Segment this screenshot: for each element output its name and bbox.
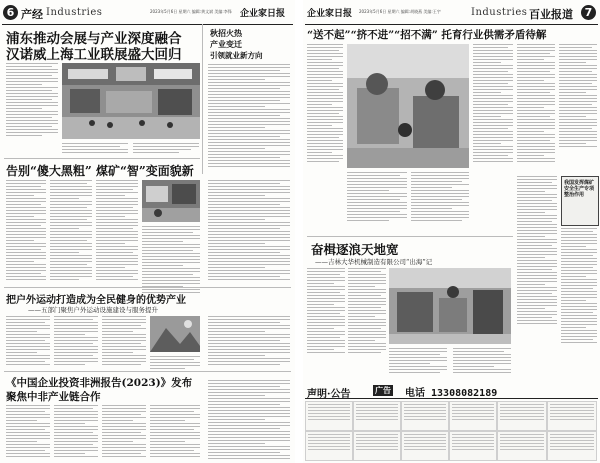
header-rule-right: [305, 24, 598, 25]
lead-right-col-5: [347, 172, 407, 223]
feature-col-3: [389, 348, 447, 375]
ad-notice: [401, 431, 449, 461]
story-3-subhead: ——五部门聚焦户外运动设施建设与服务提升: [28, 306, 158, 314]
sidebar-line-1: 秋招火热: [210, 28, 242, 38]
mine-photo: [142, 180, 200, 222]
lead-right-col-3: [517, 44, 555, 164]
section-rule-3: [4, 371, 291, 372]
story-3-col-4: [150, 356, 200, 371]
page-number-right: 7: [581, 5, 596, 20]
boxed-story-headline: 我国发挥煤矿安全生产专项整治作用: [564, 180, 595, 198]
dateline-right: 2023年5月6日 星期六 编辑:胡晓燕 美编:王宇: [359, 9, 441, 14]
expo-photo: [62, 63, 200, 139]
daycare-photo: [347, 44, 469, 168]
page-7: [303, 0, 600, 463]
story-3-col-2: [54, 316, 98, 367]
header-rule: [2, 24, 293, 25]
lead-body-col-2: [62, 143, 128, 155]
lead-right-col-2: [473, 44, 513, 164]
ad-notice: [547, 401, 597, 431]
feature-subhead: ——吉林大华机械制造有限公司“出海”记: [315, 258, 433, 266]
ad-notice: [497, 431, 547, 461]
lead-headline-right: “送不起”“挤不进”“招不满” 托育行业供需矛盾待解: [307, 29, 547, 41]
masthead: 企业家日报: [240, 9, 286, 19]
sidebar-line-3: 引领就业新方向: [210, 51, 263, 60]
section-rule-right: [307, 236, 513, 237]
ads-label: 广告: [375, 386, 391, 395]
lead-right-col-8: [561, 228, 597, 345]
story-2-col-3: [96, 180, 138, 282]
story-2-col-2: [50, 180, 92, 282]
ad-notice: [353, 401, 401, 431]
feature-col-2: [348, 268, 386, 355]
story-4-headline-1: 《中国企业投资非洲报告(2023)》发布: [6, 377, 193, 389]
story-4-col-3: [102, 405, 146, 459]
section-title: 产经: [21, 8, 43, 21]
section-title-en-right: Industries: [471, 7, 528, 18]
story-4-col-1: [6, 405, 50, 459]
sidebar-body-4: [208, 380, 290, 461]
ads-section: [303, 384, 600, 463]
story-2-col-1: [6, 180, 46, 282]
outdoor-photo: [150, 316, 200, 352]
feature-headline: 奋楫逐浪天地宽: [311, 242, 399, 257]
masthead-right: 企业家日报: [307, 9, 353, 19]
story-4-col-4: [150, 405, 200, 459]
story-4-col-2: [54, 405, 98, 459]
sidebar-body-3: [208, 316, 290, 367]
section-title-right: 百业报道: [529, 8, 573, 21]
lead-body-col-3: [133, 143, 199, 155]
ads-title: 声明·公告: [307, 389, 351, 400]
column-rule: [202, 24, 203, 174]
page-gutter: [295, 0, 303, 463]
ad-notice: [305, 401, 353, 431]
ad-notice: [497, 401, 547, 431]
sidebar-line-2: 产业变迁: [210, 39, 242, 49]
lead-right-col-6: [411, 172, 469, 223]
story-3-col-1: [6, 316, 50, 367]
section-title-en: Industries: [46, 7, 103, 18]
story-4-headline-2: 聚焦中非产业链合作: [6, 391, 101, 403]
sidebar-body: [208, 64, 290, 169]
boxed-story: [561, 176, 599, 226]
lead-right-col-7: [517, 176, 557, 326]
dateline: 2023年5月6日 星期六 编辑:黄文斌 美编:李锋: [150, 9, 232, 14]
sidebar-body-2: [208, 180, 290, 282]
ad-notice: [353, 431, 401, 461]
ads-phone: 电话 13308082189: [405, 388, 498, 399]
ad-notice: [401, 401, 449, 431]
story-2-headline: 告别“傻大黑粗” 煤矿“智”变面貌新: [6, 164, 194, 178]
page-header-right: [303, 4, 600, 22]
lead-headline-1: 浦东推动会展与产业深度融合: [6, 31, 182, 47]
ad-notice: [305, 431, 353, 461]
ad-notice: [449, 401, 497, 431]
lead-body-col-1: [6, 63, 58, 138]
factory-photo: [389, 268, 511, 344]
lead-headline-2: 汉诺威上海工业联展盛大回归: [6, 47, 182, 63]
feature-col-1: [307, 268, 345, 355]
story-2-col-4: [142, 226, 200, 295]
page-header: [0, 4, 295, 22]
page-number: 6: [3, 5, 18, 20]
section-rule: [4, 158, 200, 159]
page-6: [0, 0, 295, 463]
lead-right-col-1: [307, 44, 343, 164]
section-rule-2: [4, 287, 291, 288]
ads-grid: [305, 398, 598, 462]
ad-notice: [547, 431, 597, 461]
ad-notice: [449, 431, 497, 461]
story-3-col-3: [102, 316, 146, 367]
story-3-headline: 把户外运动打造成为全民健身的优势产业: [6, 295, 186, 306]
feature-col-4: [453, 348, 511, 375]
lead-right-col-4: [559, 44, 597, 149]
